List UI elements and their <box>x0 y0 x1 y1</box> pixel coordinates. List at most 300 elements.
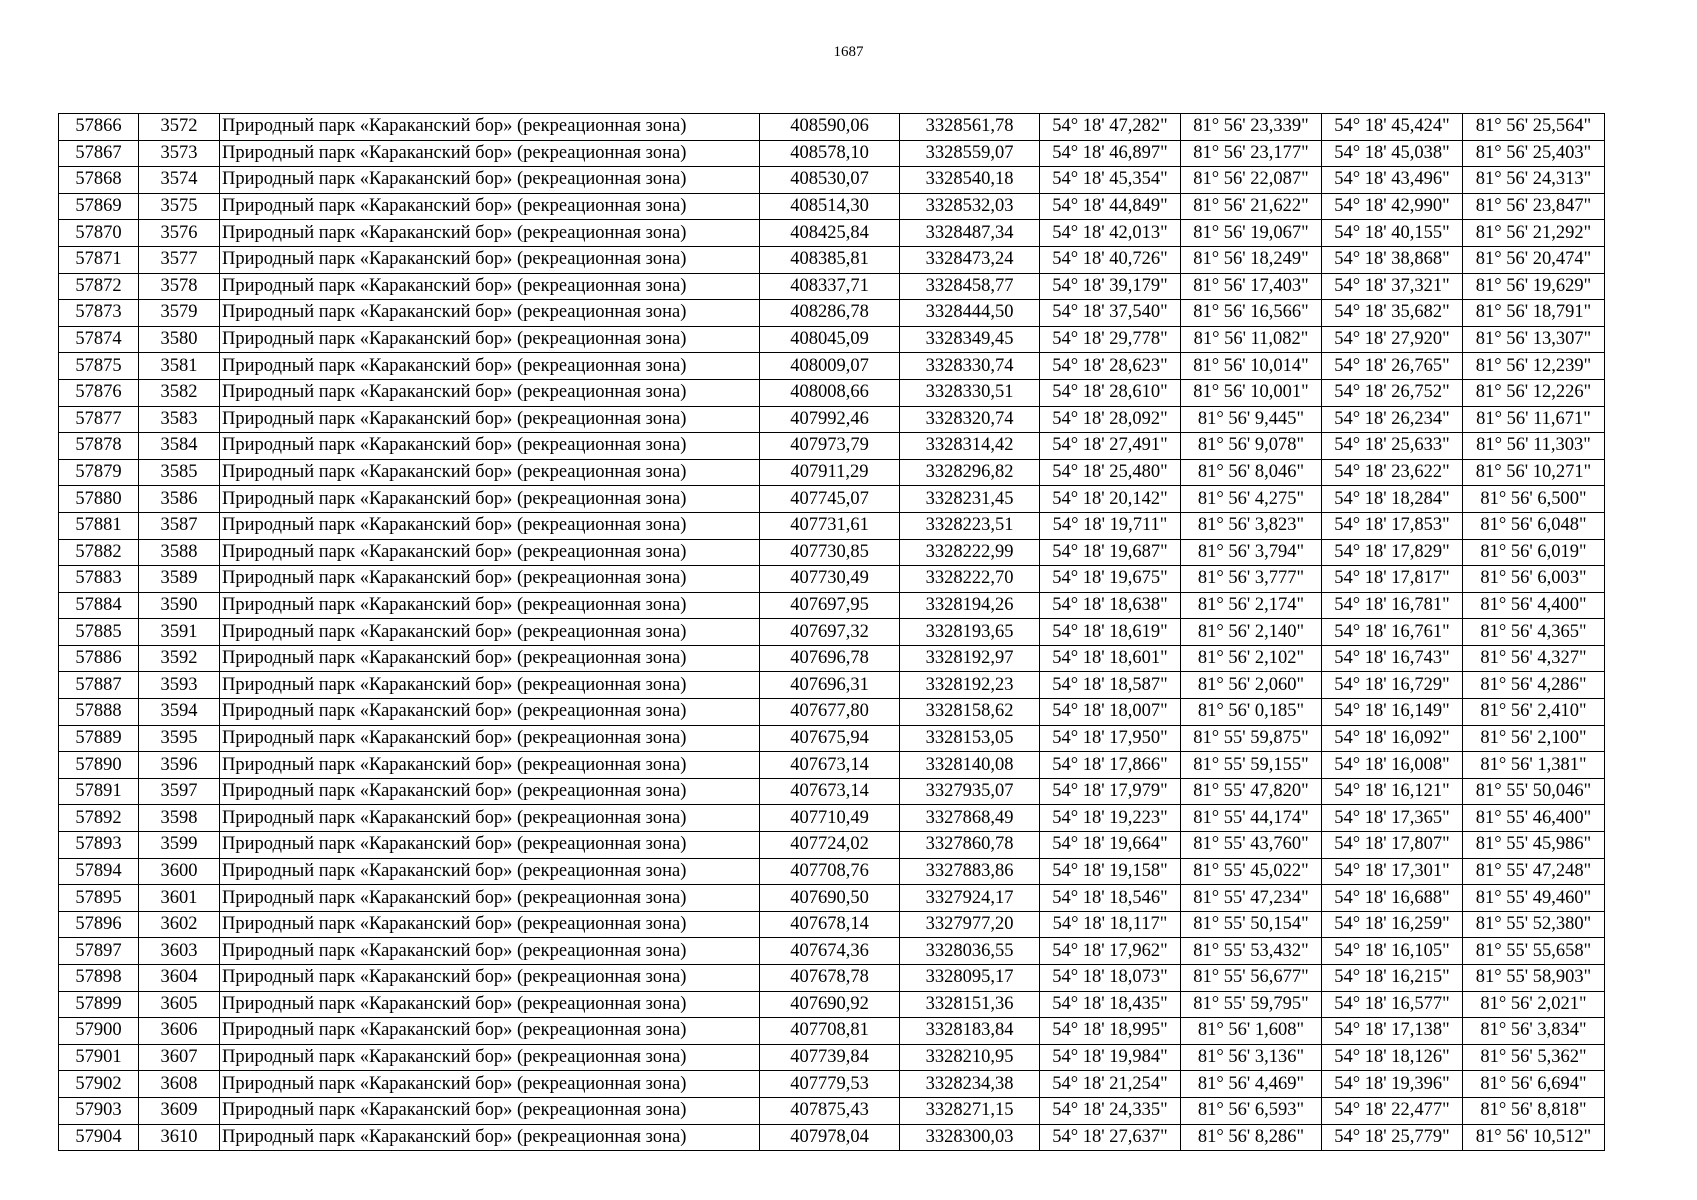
cell-record-id: 57901 <box>59 1044 139 1071</box>
cell-zone-name: Природный парк «Караканский бор» (рекреационная зона) <box>220 832 760 859</box>
cell-x-coordinate: 408045,09 <box>760 326 900 353</box>
cell-x-coordinate: 407739,84 <box>760 1044 900 1071</box>
cell-longitude-1: 81° 55' 45,022" <box>1181 858 1322 885</box>
cell-x-coordinate: 407708,81 <box>760 1018 900 1045</box>
cell-latitude-1: 54° 18' 39,179" <box>1040 273 1181 300</box>
cell-record-id: 57886 <box>59 645 139 672</box>
table-row <box>59 406 1605 433</box>
cell-zone-name: Природный парк «Караканский бор» (рекреационная зона) <box>220 220 760 247</box>
cell-latitude-1: 54° 18' 18,435" <box>1040 991 1181 1018</box>
cell-x-coordinate: 407708,76 <box>760 858 900 885</box>
cell-y-coordinate: 3328222,99 <box>900 539 1040 566</box>
cell-zone-name: Природный парк «Караканский бор» (рекреационная зона) <box>220 911 760 938</box>
cell-longitude-1: 81° 56' 16,566" <box>1181 300 1322 327</box>
cell-longitude-1: 81° 56' 9,445" <box>1181 406 1322 433</box>
cell-x-coordinate: 407674,36 <box>760 938 900 965</box>
cell-zone-name: Природный парк «Караканский бор» (рекреационная зона) <box>220 566 760 593</box>
cell-longitude-1: 81° 55' 47,820" <box>1181 778 1322 805</box>
cell-point-number: 3593 <box>139 672 220 699</box>
table-row <box>59 246 1605 273</box>
cell-latitude-1: 54° 18' 28,092" <box>1040 406 1181 433</box>
table-row <box>59 832 1605 859</box>
cell-record-id: 57874 <box>59 326 139 353</box>
cell-x-coordinate: 408425,84 <box>760 220 900 247</box>
cell-point-number: 3599 <box>139 832 220 859</box>
cell-y-coordinate: 3328194,26 <box>900 592 1040 619</box>
cell-y-coordinate: 3328140,08 <box>900 752 1040 779</box>
cell-record-id: 57885 <box>59 619 139 646</box>
cell-zone-name: Природный парк «Караканский бор» (рекреационная зона) <box>220 114 760 141</box>
cell-record-id: 57890 <box>59 752 139 779</box>
cell-zone-name: Природный парк «Караканский бор» (рекреационная зона) <box>220 592 760 619</box>
cell-latitude-2: 54° 18' 16,092" <box>1322 725 1463 752</box>
cell-longitude-2: 81° 56' 6,048" <box>1463 512 1605 539</box>
cell-longitude-2: 81° 55' 50,046" <box>1463 778 1605 805</box>
cell-latitude-2: 54° 18' 16,577" <box>1322 991 1463 1018</box>
table-row <box>59 140 1605 167</box>
table-row <box>59 805 1605 832</box>
cell-y-coordinate: 3327860,78 <box>900 832 1040 859</box>
table-row <box>59 1124 1605 1151</box>
cell-y-coordinate: 3327935,07 <box>900 778 1040 805</box>
cell-x-coordinate: 407675,94 <box>760 725 900 752</box>
cell-zone-name: Природный парк «Караканский бор» (рекреационная зона) <box>220 619 760 646</box>
cell-zone-name: Природный парк «Караканский бор» (рекреационная зона) <box>220 300 760 327</box>
cell-zone-name: Природный парк «Караканский бор» (рекреационная зона) <box>220 459 760 486</box>
cell-y-coordinate: 3328095,17 <box>900 965 1040 992</box>
cell-longitude-1: 81° 55' 44,174" <box>1181 805 1322 832</box>
cell-x-coordinate: 408530,07 <box>760 167 900 194</box>
cell-latitude-1: 54° 18' 18,546" <box>1040 885 1181 912</box>
cell-record-id: 57881 <box>59 512 139 539</box>
cell-point-number: 3610 <box>139 1124 220 1151</box>
cell-zone-name: Природный парк «Караканский бор» (рекреационная зона) <box>220 326 760 353</box>
cell-point-number: 3583 <box>139 406 220 433</box>
page-number: 1687 <box>833 44 864 60</box>
cell-point-number: 3587 <box>139 512 220 539</box>
cell-zone-name: Природный парк «Караканский бор» (рекреационная зона) <box>220 406 760 433</box>
cell-latitude-2: 54° 18' 17,817" <box>1322 566 1463 593</box>
cell-longitude-2: 81° 56' 10,512" <box>1463 1124 1605 1151</box>
cell-latitude-1: 54° 18' 18,995" <box>1040 1018 1181 1045</box>
cell-latitude-2: 54° 18' 17,301" <box>1322 858 1463 885</box>
cell-longitude-1: 81° 56' 1,608" <box>1181 1018 1322 1045</box>
cell-zone-name: Природный парк «Караканский бор» (рекреационная зона) <box>220 1071 760 1098</box>
cell-longitude-1: 81° 56' 4,275" <box>1181 486 1322 513</box>
cell-latitude-1: 54° 18' 18,601" <box>1040 645 1181 672</box>
cell-record-id: 57873 <box>59 300 139 327</box>
cell-zone-name: Природный парк «Караканский бор» (рекреационная зона) <box>220 379 760 406</box>
cell-y-coordinate: 3328193,65 <box>900 619 1040 646</box>
cell-x-coordinate: 407673,14 <box>760 778 900 805</box>
cell-latitude-1: 54° 18' 19,158" <box>1040 858 1181 885</box>
cell-x-coordinate: 407745,07 <box>760 486 900 513</box>
cell-y-coordinate: 3328231,45 <box>900 486 1040 513</box>
coordinates-table <box>58 113 1605 1151</box>
cell-x-coordinate: 407696,78 <box>760 645 900 672</box>
cell-record-id: 57898 <box>59 965 139 992</box>
cell-latitude-2: 54° 18' 18,284" <box>1322 486 1463 513</box>
cell-longitude-2: 81° 56' 19,629" <box>1463 273 1605 300</box>
table-row <box>59 778 1605 805</box>
cell-y-coordinate: 3328532,03 <box>900 193 1040 220</box>
cell-longitude-2: 81° 56' 2,021" <box>1463 991 1605 1018</box>
cell-record-id: 57903 <box>59 1097 139 1124</box>
cell-y-coordinate: 3328320,74 <box>900 406 1040 433</box>
cell-longitude-1: 81° 56' 3,777" <box>1181 566 1322 593</box>
cell-point-number: 3577 <box>139 246 220 273</box>
table-row <box>59 858 1605 885</box>
cell-point-number: 3574 <box>139 167 220 194</box>
table-row <box>59 699 1605 726</box>
cell-longitude-1: 81° 56' 18,249" <box>1181 246 1322 273</box>
cell-x-coordinate: 408009,07 <box>760 353 900 380</box>
cell-x-coordinate: 407697,32 <box>760 619 900 646</box>
cell-latitude-1: 54° 18' 42,013" <box>1040 220 1181 247</box>
cell-latitude-2: 54° 18' 16,743" <box>1322 645 1463 672</box>
cell-x-coordinate: 407673,14 <box>760 752 900 779</box>
cell-latitude-2: 54° 18' 40,155" <box>1322 220 1463 247</box>
table-row <box>59 1071 1605 1098</box>
cell-x-coordinate: 407677,80 <box>760 699 900 726</box>
cell-zone-name: Природный парк «Караканский бор» (рекреационная зона) <box>220 1124 760 1151</box>
cell-y-coordinate: 3328223,51 <box>900 512 1040 539</box>
cell-x-coordinate: 407731,61 <box>760 512 900 539</box>
cell-x-coordinate: 407678,78 <box>760 965 900 992</box>
cell-x-coordinate: 407696,31 <box>760 672 900 699</box>
cell-longitude-1: 81° 56' 10,001" <box>1181 379 1322 406</box>
cell-longitude-1: 81° 56' 2,102" <box>1181 645 1322 672</box>
cell-latitude-2: 54° 18' 16,781" <box>1322 592 1463 619</box>
cell-record-id: 57899 <box>59 991 139 1018</box>
cell-y-coordinate: 3328561,78 <box>900 114 1040 141</box>
cell-record-id: 57904 <box>59 1124 139 1151</box>
table-row <box>59 725 1605 752</box>
cell-y-coordinate: 3328234,38 <box>900 1071 1040 1098</box>
cell-latitude-1: 54° 18' 17,962" <box>1040 938 1181 965</box>
cell-zone-name: Природный парк «Караканский бор» (рекреационная зона) <box>220 140 760 167</box>
cell-latitude-2: 54° 18' 38,868" <box>1322 246 1463 273</box>
cell-x-coordinate: 407690,50 <box>760 885 900 912</box>
cell-point-number: 3603 <box>139 938 220 965</box>
cell-zone-name: Природный парк «Караканский бор» (рекреационная зона) <box>220 246 760 273</box>
table-row <box>59 911 1605 938</box>
cell-zone-name: Природный парк «Караканский бор» (рекреационная зона) <box>220 699 760 726</box>
cell-x-coordinate: 407978,04 <box>760 1124 900 1151</box>
cell-zone-name: Природный парк «Караканский бор» (рекреационная зона) <box>220 433 760 460</box>
cell-latitude-1: 54° 18' 46,897" <box>1040 140 1181 167</box>
cell-longitude-2: 81° 56' 8,818" <box>1463 1097 1605 1124</box>
table-row <box>59 353 1605 380</box>
cell-y-coordinate: 3328540,18 <box>900 167 1040 194</box>
cell-x-coordinate: 407911,29 <box>760 459 900 486</box>
cell-longitude-1: 81° 55' 59,795" <box>1181 991 1322 1018</box>
cell-zone-name: Природный парк «Караканский бор» (рекреационная зона) <box>220 938 760 965</box>
cell-latitude-2: 54° 18' 26,765" <box>1322 353 1463 380</box>
cell-y-coordinate: 3328158,62 <box>900 699 1040 726</box>
cell-latitude-1: 54° 18' 29,778" <box>1040 326 1181 353</box>
cell-y-coordinate: 3328296,82 <box>900 459 1040 486</box>
cell-latitude-2: 54° 18' 16,121" <box>1322 778 1463 805</box>
cell-latitude-1: 54° 18' 18,073" <box>1040 965 1181 992</box>
cell-longitude-2: 81° 56' 6,019" <box>1463 539 1605 566</box>
cell-zone-name: Природный парк «Караканский бор» (рекреационная зона) <box>220 752 760 779</box>
table-row <box>59 220 1605 247</box>
cell-x-coordinate: 407730,85 <box>760 539 900 566</box>
cell-record-id: 57872 <box>59 273 139 300</box>
cell-x-coordinate: 407992,46 <box>760 406 900 433</box>
cell-latitude-2: 54° 18' 27,920" <box>1322 326 1463 353</box>
table-row <box>59 938 1605 965</box>
cell-point-number: 3606 <box>139 1018 220 1045</box>
cell-longitude-1: 81° 56' 3,794" <box>1181 539 1322 566</box>
cell-point-number: 3597 <box>139 778 220 805</box>
cell-longitude-2: 81° 56' 12,226" <box>1463 379 1605 406</box>
table-row <box>59 433 1605 460</box>
cell-zone-name: Природный парк «Караканский бор» (рекреационная зона) <box>220 273 760 300</box>
cell-point-number: 3601 <box>139 885 220 912</box>
cell-longitude-1: 81° 56' 4,469" <box>1181 1071 1322 1098</box>
cell-x-coordinate: 408385,81 <box>760 246 900 273</box>
table-row <box>59 114 1605 141</box>
cell-latitude-1: 54° 18' 18,638" <box>1040 592 1181 619</box>
cell-y-coordinate: 3328330,51 <box>900 379 1040 406</box>
table-row <box>59 326 1605 353</box>
cell-x-coordinate: 407875,43 <box>760 1097 900 1124</box>
cell-y-coordinate: 3328192,23 <box>900 672 1040 699</box>
cell-y-coordinate: 3328153,05 <box>900 725 1040 752</box>
table-row <box>59 167 1605 194</box>
cell-y-coordinate: 3328210,95 <box>900 1044 1040 1071</box>
cell-latitude-2: 54° 18' 25,633" <box>1322 433 1463 460</box>
cell-longitude-1: 81° 55' 43,760" <box>1181 832 1322 859</box>
cell-longitude-1: 81° 56' 23,177" <box>1181 140 1322 167</box>
cell-record-id: 57887 <box>59 672 139 699</box>
table-row <box>59 539 1605 566</box>
cell-zone-name: Природный парк «Караканский бор» (рекреационная зона) <box>220 991 760 1018</box>
cell-longitude-2: 81° 56' 6,003" <box>1463 566 1605 593</box>
table-row <box>59 459 1605 486</box>
cell-longitude-2: 81° 56' 3,834" <box>1463 1018 1605 1045</box>
cell-x-coordinate: 407697,95 <box>760 592 900 619</box>
cell-record-id: 57895 <box>59 885 139 912</box>
cell-longitude-2: 81° 56' 4,400" <box>1463 592 1605 619</box>
cell-point-number: 3598 <box>139 805 220 832</box>
cell-point-number: 3590 <box>139 592 220 619</box>
cell-longitude-1: 81° 56' 10,014" <box>1181 353 1322 380</box>
cell-zone-name: Природный парк «Караканский бор» (рекреационная зона) <box>220 1018 760 1045</box>
cell-record-id: 57871 <box>59 246 139 273</box>
cell-latitude-2: 54° 18' 16,729" <box>1322 672 1463 699</box>
cell-latitude-1: 54° 18' 24,335" <box>1040 1097 1181 1124</box>
cell-x-coordinate: 408590,06 <box>760 114 900 141</box>
cell-point-number: 3585 <box>139 459 220 486</box>
cell-longitude-2: 81° 56' 6,500" <box>1463 486 1605 513</box>
table-row <box>59 379 1605 406</box>
cell-zone-name: Природный парк «Караканский бор» (рекреационная зона) <box>220 725 760 752</box>
cell-record-id: 57900 <box>59 1018 139 1045</box>
table-row <box>59 991 1605 1018</box>
cell-record-id: 57892 <box>59 805 139 832</box>
cell-record-id: 57896 <box>59 911 139 938</box>
cell-latitude-2: 54° 18' 25,779" <box>1322 1124 1463 1151</box>
cell-longitude-1: 81° 56' 2,060" <box>1181 672 1322 699</box>
table-row <box>59 193 1605 220</box>
cell-point-number: 3607 <box>139 1044 220 1071</box>
cell-longitude-1: 81° 56' 8,286" <box>1181 1124 1322 1151</box>
cell-latitude-1: 54° 18' 27,491" <box>1040 433 1181 460</box>
cell-point-number: 3572 <box>139 114 220 141</box>
cell-record-id: 57870 <box>59 220 139 247</box>
cell-y-coordinate: 3328183,84 <box>900 1018 1040 1045</box>
cell-record-id: 57893 <box>59 832 139 859</box>
cell-y-coordinate: 3328151,36 <box>900 991 1040 1018</box>
cell-longitude-1: 81° 56' 11,082" <box>1181 326 1322 353</box>
cell-zone-name: Природный парк «Караканский бор» (рекреационная зона) <box>220 778 760 805</box>
cell-longitude-2: 81° 56' 11,303" <box>1463 433 1605 460</box>
cell-point-number: 3573 <box>139 140 220 167</box>
cell-latitude-1: 54° 18' 47,282" <box>1040 114 1181 141</box>
cell-zone-name: Природный парк «Караканский бор» (рекреационная зона) <box>220 645 760 672</box>
cell-y-coordinate: 3328192,97 <box>900 645 1040 672</box>
table-body <box>59 114 1605 1151</box>
cell-y-coordinate: 3328222,70 <box>900 566 1040 593</box>
cell-latitude-1: 54° 18' 17,979" <box>1040 778 1181 805</box>
cell-record-id: 57891 <box>59 778 139 805</box>
cell-latitude-2: 54° 18' 26,752" <box>1322 379 1463 406</box>
cell-latitude-2: 54° 18' 17,138" <box>1322 1018 1463 1045</box>
cell-y-coordinate: 3328300,03 <box>900 1124 1040 1151</box>
cell-point-number: 3582 <box>139 379 220 406</box>
cell-point-number: 3589 <box>139 566 220 593</box>
cell-longitude-1: 81° 56' 19,067" <box>1181 220 1322 247</box>
cell-longitude-2: 81° 56' 2,100" <box>1463 725 1605 752</box>
cell-y-coordinate: 3328487,34 <box>900 220 1040 247</box>
cell-point-number: 3581 <box>139 353 220 380</box>
cell-latitude-1: 54° 18' 45,354" <box>1040 167 1181 194</box>
cell-record-id: 57878 <box>59 433 139 460</box>
cell-record-id: 57880 <box>59 486 139 513</box>
cell-latitude-1: 54° 18' 18,619" <box>1040 619 1181 646</box>
table-row <box>59 672 1605 699</box>
cell-latitude-2: 54° 18' 17,365" <box>1322 805 1463 832</box>
cell-zone-name: Природный парк «Караканский бор» (рекреационная зона) <box>220 353 760 380</box>
cell-point-number: 3605 <box>139 991 220 1018</box>
cell-longitude-2: 81° 56' 13,307" <box>1463 326 1605 353</box>
cell-latitude-2: 54° 18' 17,853" <box>1322 512 1463 539</box>
cell-latitude-2: 54° 18' 26,234" <box>1322 406 1463 433</box>
cell-y-coordinate: 3328330,74 <box>900 353 1040 380</box>
cell-x-coordinate: 407690,92 <box>760 991 900 1018</box>
cell-latitude-2: 54° 18' 43,496" <box>1322 167 1463 194</box>
cell-x-coordinate: 408337,71 <box>760 273 900 300</box>
cell-x-coordinate: 408578,10 <box>760 140 900 167</box>
cell-record-id: 57897 <box>59 938 139 965</box>
cell-zone-name: Природный парк «Караканский бор» (рекреационная зона) <box>220 486 760 513</box>
cell-zone-name: Природный парк «Караканский бор» (рекреационная зона) <box>220 805 760 832</box>
cell-point-number: 3575 <box>139 193 220 220</box>
cell-longitude-2: 81° 55' 49,460" <box>1463 885 1605 912</box>
cell-y-coordinate: 3328036,55 <box>900 938 1040 965</box>
cell-y-coordinate: 3328458,77 <box>900 273 1040 300</box>
cell-point-number: 3602 <box>139 911 220 938</box>
cell-point-number: 3591 <box>139 619 220 646</box>
cell-zone-name: Природный парк «Караканский бор» (рекреационная зона) <box>220 1044 760 1071</box>
cell-latitude-1: 54° 18' 19,711" <box>1040 512 1181 539</box>
table-row <box>59 619 1605 646</box>
cell-point-number: 3604 <box>139 965 220 992</box>
cell-record-id: 57884 <box>59 592 139 619</box>
cell-latitude-1: 54° 18' 37,540" <box>1040 300 1181 327</box>
cell-record-id: 57894 <box>59 858 139 885</box>
cell-latitude-2: 54° 18' 16,688" <box>1322 885 1463 912</box>
cell-longitude-2: 81° 56' 25,564" <box>1463 114 1605 141</box>
table-row <box>59 1044 1605 1071</box>
cell-y-coordinate: 3327977,20 <box>900 911 1040 938</box>
cell-longitude-1: 81° 55' 56,677" <box>1181 965 1322 992</box>
cell-record-id: 57888 <box>59 699 139 726</box>
cell-x-coordinate: 407710,49 <box>760 805 900 832</box>
cell-point-number: 3596 <box>139 752 220 779</box>
cell-latitude-2: 54° 18' 35,682" <box>1322 300 1463 327</box>
cell-longitude-2: 81° 56' 12,239" <box>1463 353 1605 380</box>
table-row <box>59 1097 1605 1124</box>
cell-longitude-1: 81° 55' 50,154" <box>1181 911 1322 938</box>
cell-point-number: 3594 <box>139 699 220 726</box>
cell-latitude-2: 54° 18' 16,215" <box>1322 965 1463 992</box>
cell-record-id: 57883 <box>59 566 139 593</box>
cell-latitude-1: 54° 18' 20,142" <box>1040 486 1181 513</box>
cell-latitude-1: 54° 18' 18,007" <box>1040 699 1181 726</box>
cell-longitude-2: 81° 56' 20,474" <box>1463 246 1605 273</box>
cell-longitude-2: 81° 56' 6,694" <box>1463 1071 1605 1098</box>
cell-latitude-2: 54° 18' 16,761" <box>1322 619 1463 646</box>
cell-longitude-2: 81° 56' 4,365" <box>1463 619 1605 646</box>
cell-zone-name: Природный парк «Караканский бор» (рекреационная зона) <box>220 672 760 699</box>
cell-longitude-2: 81° 56' 18,791" <box>1463 300 1605 327</box>
cell-record-id: 57875 <box>59 353 139 380</box>
cell-zone-name: Природный парк «Караканский бор» (рекреационная зона) <box>220 193 760 220</box>
cell-latitude-2: 54° 18' 18,126" <box>1322 1044 1463 1071</box>
cell-point-number: 3595 <box>139 725 220 752</box>
cell-longitude-1: 81° 56' 21,622" <box>1181 193 1322 220</box>
cell-latitude-2: 54° 18' 19,396" <box>1322 1071 1463 1098</box>
cell-point-number: 3580 <box>139 326 220 353</box>
cell-latitude-1: 54° 18' 40,726" <box>1040 246 1181 273</box>
cell-longitude-2: 81° 56' 2,410" <box>1463 699 1605 726</box>
cell-record-id: 57866 <box>59 114 139 141</box>
cell-y-coordinate: 3328314,42 <box>900 433 1040 460</box>
cell-latitude-2: 54° 18' 45,038" <box>1322 140 1463 167</box>
cell-latitude-1: 54° 18' 17,866" <box>1040 752 1181 779</box>
cell-point-number: 3579 <box>139 300 220 327</box>
cell-latitude-1: 54° 18' 19,664" <box>1040 832 1181 859</box>
cell-y-coordinate: 3327883,86 <box>900 858 1040 885</box>
cell-latitude-1: 54° 18' 44,849" <box>1040 193 1181 220</box>
cell-latitude-1: 54° 18' 19,223" <box>1040 805 1181 832</box>
table-row <box>59 512 1605 539</box>
cell-latitude-2: 54° 18' 16,149" <box>1322 699 1463 726</box>
cell-longitude-1: 81° 56' 22,087" <box>1181 167 1322 194</box>
cell-y-coordinate: 3327924,17 <box>900 885 1040 912</box>
cell-longitude-2: 81° 56' 24,313" <box>1463 167 1605 194</box>
cell-y-coordinate: 3328271,15 <box>900 1097 1040 1124</box>
cell-longitude-1: 81° 56' 3,823" <box>1181 512 1322 539</box>
cell-x-coordinate: 408008,66 <box>760 379 900 406</box>
table-row <box>59 965 1605 992</box>
cell-x-coordinate: 408514,30 <box>760 193 900 220</box>
cell-longitude-2: 81° 56' 4,327" <box>1463 645 1605 672</box>
